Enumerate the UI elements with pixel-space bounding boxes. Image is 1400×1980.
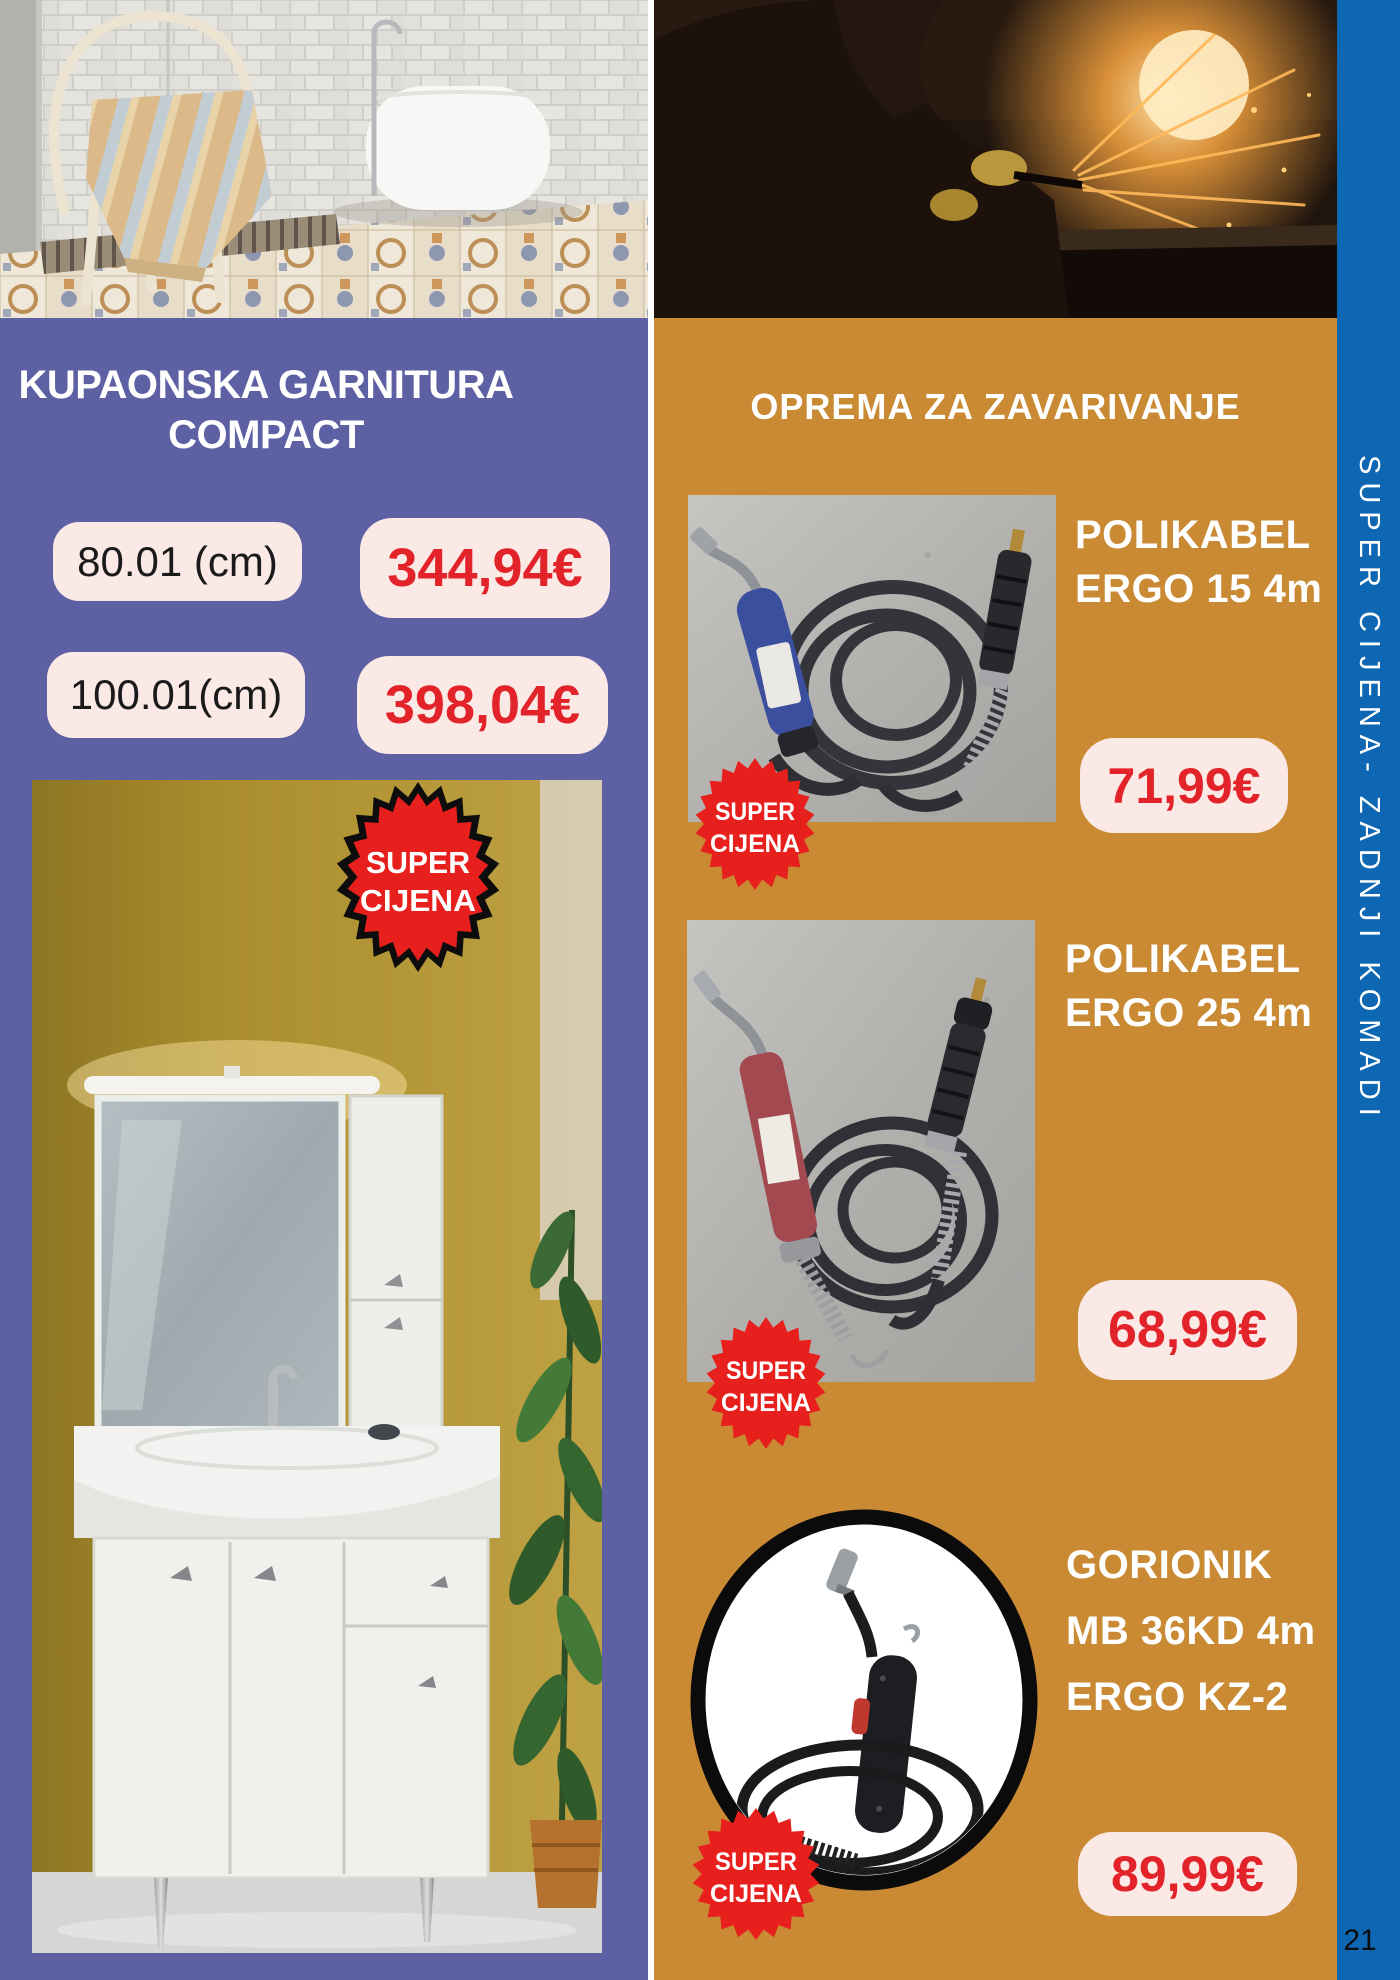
left-title-line1: KUPAONSKA GARNITURA [18,363,514,407]
badge-text-line2: CIJENA [360,883,476,918]
badge-text-line1: SUPER [715,798,795,826]
product-name-3 [1066,1532,1316,1730]
variant-price-1: 344,94€ [387,538,583,598]
badge-text-line1: SUPER [726,1357,806,1385]
starburst-badge-icon [333,779,503,975]
page-number: 21 [1343,1924,1377,1957]
product-3-name-line1: GORIONIK [1066,1543,1273,1587]
left-section-title [0,360,532,460]
starburst-badge-icon [692,756,818,892]
super-cijena-badge-2 [703,1315,829,1451]
left-title-line2: COMPACT [168,413,364,457]
torch-cable-illustration-2 [687,920,1035,1382]
starburst-badge-icon [689,1806,823,1942]
super-cijena-badge-1 [692,756,818,892]
variant-price-pill-1 [360,518,610,618]
product-3-name-line3: ERGO KZ-2 [1066,1675,1289,1719]
super-cijena-badge-left [333,779,503,975]
variant-size-pill-1 [53,522,302,601]
price-pill-1 [1080,738,1288,833]
product-3-name-line2: MB 36KD 4m [1066,1609,1316,1653]
variant-size-1: 80.01 (cm) [77,537,278,585]
product-photo-polikabel-25 [687,920,1035,1382]
starburst-badge-icon [703,1315,829,1451]
variant-price-pill-2 [357,656,608,754]
variant-size-pill-2 [47,652,305,738]
product-3-price: 89,99€ [1111,1846,1264,1902]
badge-text-line2: CIJENA [710,1880,802,1908]
product-name-1 [1075,508,1322,616]
sidebar-caption-wrap [1337,455,1400,1155]
sidebar-caption: SUPER CIJENA- ZADNJI KOMADI [1353,455,1385,1124]
bathroom-illustration [0,0,648,318]
variant-size-2: 100.01(cm) [69,671,283,718]
vanity-product-photo [32,780,602,1953]
product-2-name-line2: ERGO 25 4m [1065,991,1313,1035]
welding-illustration [654,0,1337,318]
product-name-2 [1065,932,1312,1040]
variant-price-2: 398,04€ [384,675,581,735]
badge-text-line1: SUPER [715,1848,797,1876]
right-section-title: OPREMA ZA ZAVARIVANJE [750,386,1241,427]
badge-text-line2: CIJENA [710,830,800,858]
product-1-name-line2: ERGO 15 4m [1075,567,1323,611]
badge-text-line2: CIJENA [721,1389,811,1417]
welding-photo [654,0,1337,318]
vanity-cabinet [94,1538,488,1878]
wall-cabinet [350,1096,442,1432]
price-pill-3 [1078,1832,1297,1916]
bathroom-photo [0,0,648,318]
vanity-illustration [32,780,602,1953]
product-1-name-line1: POLIKABEL [1075,513,1311,557]
super-cijena-badge-3 [689,1806,823,1942]
product-2-price: 68,99€ [1107,1301,1268,1359]
price-pill-2 [1078,1280,1297,1380]
badge-text-line1: SUPER [366,845,470,880]
product-2-name-line1: POLIKABEL [1065,937,1301,981]
product-1-price: 71,99€ [1107,757,1261,814]
